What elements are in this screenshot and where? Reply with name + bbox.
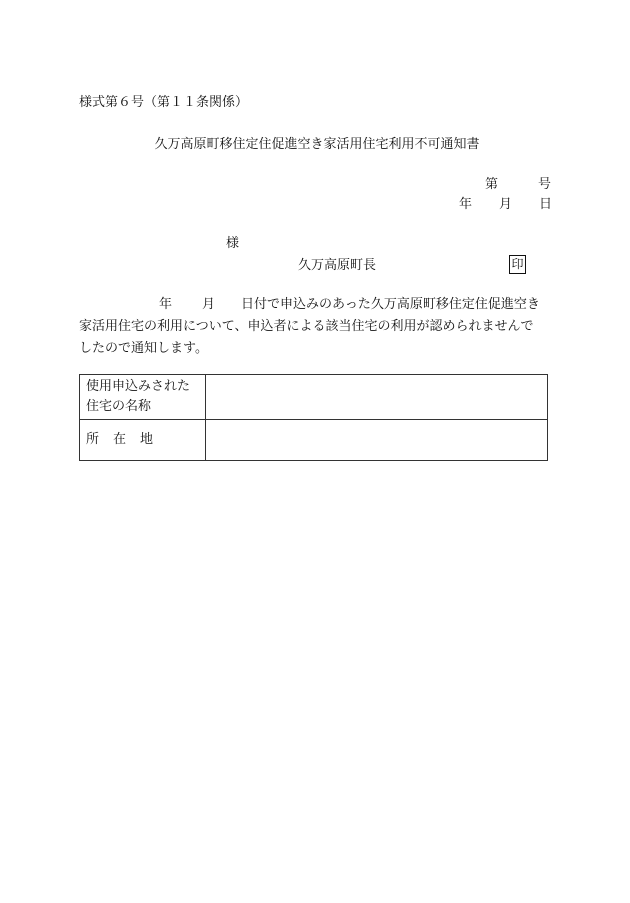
- location-label-char-1: 所: [86, 432, 100, 447]
- housing-name-label-line1: 使用申込みされた: [86, 379, 191, 394]
- reference-number-prefix: 第: [485, 177, 499, 192]
- housing-name-label: [80, 375, 206, 420]
- document-title: 久万高原町移住定住促進空き家活用住宅利用不可通知書: [154, 137, 480, 152]
- body-line-3: したので通知します。: [79, 341, 208, 356]
- housing-info-table: [79, 374, 548, 461]
- notice-body: [79, 294, 551, 360]
- body-line-1: [79, 294, 551, 316]
- date-day-label: 日: [539, 197, 553, 212]
- addressee-honorific: 様: [226, 236, 240, 251]
- housing-name-value: [206, 375, 548, 420]
- issuer-title: 久万高原町長: [298, 258, 377, 273]
- seal-mark: 印: [509, 255, 526, 274]
- reference-number-suffix: 号: [538, 177, 552, 192]
- location-label-char-2: 在: [113, 432, 127, 447]
- body-month-label: 月: [202, 297, 216, 312]
- form-number: 様式第６号（第１１条関係）: [79, 95, 249, 110]
- location-value: [206, 420, 548, 461]
- date-year-label: 年: [459, 197, 473, 212]
- table-row: [80, 375, 548, 420]
- body-line-2: 家活用住宅の利用について、申込者による該当住宅の利用が認められませんで: [79, 319, 534, 334]
- body-line-1-text: 日付で申込みのあった久万高原町移住定住促進空き: [241, 297, 540, 312]
- date-month-label: 月: [499, 197, 513, 212]
- table-row: [80, 420, 548, 461]
- housing-name-label-line2: 住宅の名称: [86, 399, 152, 414]
- body-year-label: 年: [159, 297, 173, 312]
- location-label-char-3: 地: [140, 432, 154, 447]
- location-label: [80, 420, 206, 461]
